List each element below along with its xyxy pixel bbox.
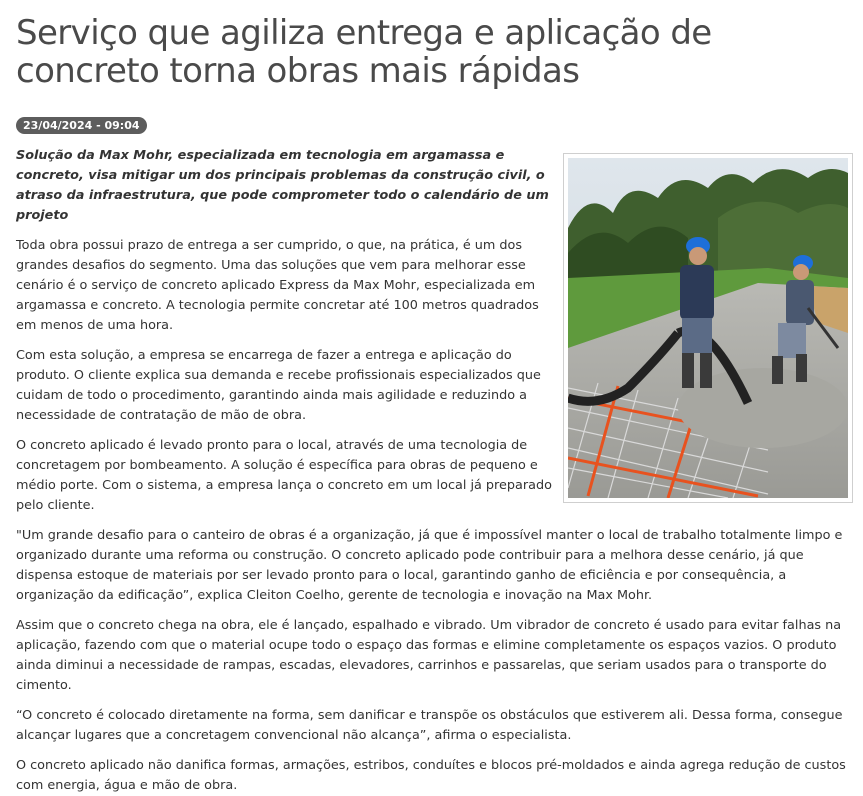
article-photo[interactable] [563, 153, 853, 503]
workers-pouring-concrete-image [568, 158, 848, 498]
paragraph: "Um grande desafio para o canteiro de obras é a organização, já que é impossível manter o local de trabalho totalmente limpo e organizado durante uma reforma ou construção. O concreto aplicado pode contribuir para a melhora desse cenário, já que dispensa estoque de materiais por ser levado pronto para o local, garantindo ganho de eficiência e por consequência, a organização da edificação”, explica Cleiton Coelho, gerente de tecnologia e inovação na Max Mohr. [16, 528, 843, 603]
article-title: Serviço que agiliza entrega e aplicação de concreto torna obras mais rápidas [16, 13, 712, 91]
paragraph: “O concreto é colocado diretamente na forma, sem danificar e transpõe os obstáculos que estiverem ali. Dessa forma, consegue alcançar lugares que a concretagem convencional não alcança”, afirma o especialista. [16, 708, 843, 743]
paragraph: Toda obra possui prazo de entrega a ser cumprido, o que, na prática, é um dos grandes desafios do segmento. Uma das soluções que vem para melhorar esse cenário é o serviço de concreto aplicado Express da Max Mohr, especializada em argamassa e concreto. A tecnologia permite concretar até 100 metros quadrados em menos de uma hora. [16, 238, 539, 333]
date-badge: 23/04/2024 - 09:04 [16, 117, 147, 134]
paragraph: Assim que o concreto chega na obra, ele é lançado, espalhado e vibrado. Um vibrador de concreto é usado para evitar falhas na aplicação, fazendo com que o material ocupe todo o espaço das formas e elimine completamente os espaços vazios. O produto ainda diminui a necessidade de rampas, escadas, elevadores, carrinhos e passarelas, que seriam usados para o transporte do cimento. [16, 618, 842, 693]
paragraph: O concreto aplicado é levado pronto para o local, através de uma tecnologia de concretagem por bombeamento. A solução é específica para obras de pequeno e médio porte. Com o sistema, a empresa lança o concreto em um local já preparado pelo cliente. [16, 438, 552, 513]
article-lead: Solução da Max Mohr, especializada em tecnologia em argamassa e concreto, visa mitigar um dos principais problemas da construção civil, o atraso da infraestrutura, que pode comprometer todo o calendário de um projeto [16, 148, 549, 223]
paragraph: Com esta solução, a empresa se encarrega de fazer a entrega e aplicação do produto. O cliente explica sua demanda e recebe profissionais especializados que cuidam de todo o procedimento, garantindo ainda mais agilidade e reduzindo a necessidade de contratação de mão de obra. [16, 348, 541, 423]
paragraph: O concreto aplicado não danifica formas, armações, estribos, conduítes e blocos pré-moldados e ainda agrega redução de custos com energia, água e mão de obra. [16, 758, 846, 793]
article-body [16, 146, 853, 796]
